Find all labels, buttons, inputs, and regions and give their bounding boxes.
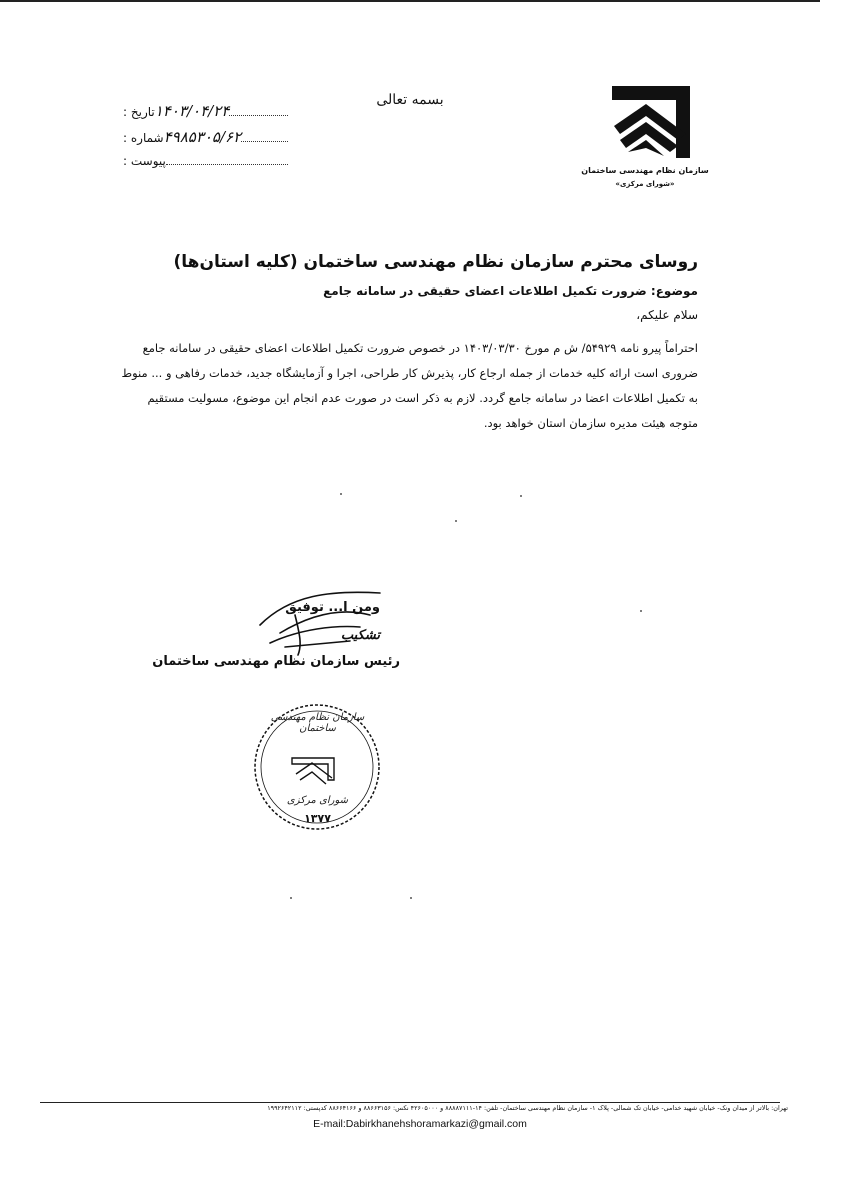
scan-speck (520, 495, 522, 497)
signer-title: رئیس سازمان نظام مهندسی ساختمان (152, 654, 400, 669)
scan-speck (410, 897, 412, 899)
subject-line: موضوع: ضرورت تکمیل اطلاعات اعضای حقیقی در سامانه جامع (323, 284, 698, 298)
seal-text-bottom: شورای مرکزی (286, 795, 349, 806)
attachment-row (120, 154, 290, 180)
attachment-dots (166, 154, 288, 165)
number-value: ۴۹۸۵۳۰۵/۶۲ (163, 128, 242, 146)
bismillah-text: بسمه تعالی (376, 92, 444, 108)
greeting-line: سلام علیکم، (636, 308, 698, 322)
footer-email: E-mail:Dabirkhanehshoramarkazi@gmail.com (313, 1118, 527, 1130)
seal-year: ۱۳۷۷ (304, 812, 331, 825)
date-value: ۱۴۰۳/۰۴/۲۴ (154, 102, 230, 120)
signature-closing: ومن ا... توفیق (285, 600, 380, 615)
scan-speck (640, 610, 642, 612)
footer-divider (40, 1102, 780, 1103)
date-dots (229, 105, 288, 116)
scan-speck (340, 493, 342, 495)
scan-speck (290, 897, 292, 899)
seal-text-top: سازمان نظام مهندسی ساختمان (270, 712, 365, 734)
letter-meta (120, 102, 290, 180)
number-label: شماره : (123, 131, 164, 145)
number-dots (241, 131, 288, 142)
attachment-label: پیوست : (123, 154, 166, 168)
date-label: تاریخ : (123, 105, 155, 119)
number-row (120, 128, 290, 154)
handwritten-signature-icon (240, 585, 390, 660)
org-name: سازمان نظام مهندسی ساختمان (581, 166, 709, 175)
signer-name: تشکیب (340, 628, 380, 643)
date-row (120, 102, 290, 128)
footer-address: تهران: بالاتر از میدان ونک- خیابان شهید خدامی- خیابان تک شمالی- پلاک ۱- سازمان نظام مهندسی ساختمان- تلفن: ۱۴-۸۸۸۸۷۱۱۱ و ۴۲۶۰۵۰۰۰ نکس: ۸۸۶۶۳۱۵۶ و ۸۸۶۶۴۱۶۶ کدپستی: ۱۹۹۲۶۴۲۱۱۲ (267, 1104, 788, 1112)
scan-speck (455, 520, 457, 522)
org-subtitle: «شورای مرکزی» (615, 180, 675, 188)
recipient-line: روسای محترم سازمان نظام مهندسی ساختمان (کلیه استان‌ها) (173, 252, 698, 272)
body-paragraph: احتراماً پیرو نامه ۵۴۹۲۹/ ش م مورخ ۱۴۰۳/۰۳/۳۰ در خصوص ضرورت تکمیل اطلاعات اعضای حقیقی در سامانه جامع ضروری است ارائه کلیه خدمات از جمله ارجاع کار، پذیرش کار طراحی، اجرا و آزمایشگاه جدید، خدمات رفاهی و ... منوط به تکمیل اطلاعات اعضا در سامانه جامع گردد. لازم به ذکر است در صورت عدم انجام این موضوع، مسولیت مستقیم متوجه هیئت مدیره سازمان استان خواهد بود. (121, 341, 698, 430)
page-top-edge (0, 0, 820, 2)
org-logo-icon (606, 82, 696, 162)
